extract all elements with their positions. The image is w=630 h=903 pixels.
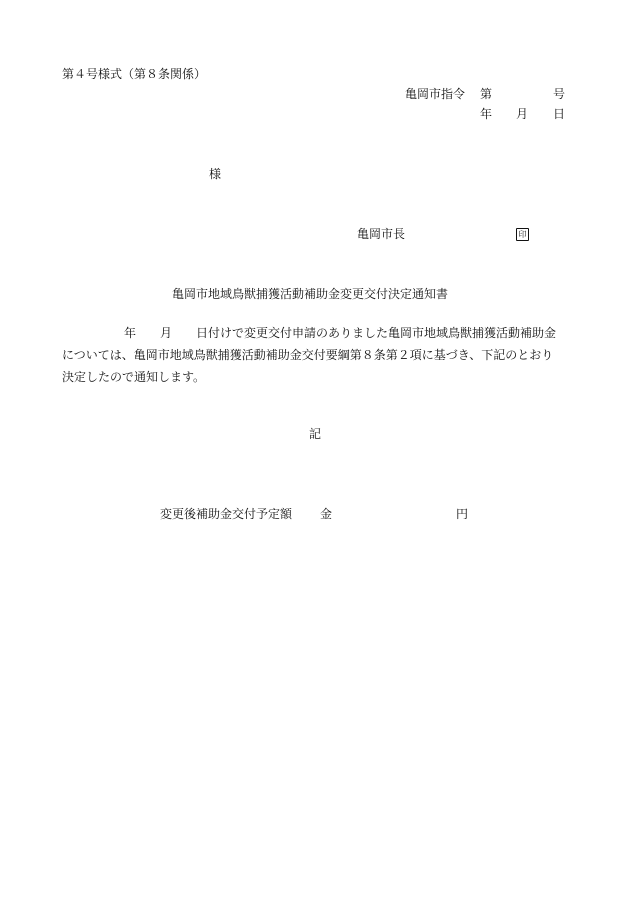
body-month: 月	[160, 326, 173, 340]
seal-icon: 印	[516, 228, 529, 241]
document-title: 亀岡市地域鳥獣捕獲活動補助金変更交付決定通知書	[172, 287, 449, 301]
body-line-3: 決定したので通知します。	[62, 370, 206, 384]
amount-kin: 金	[320, 507, 333, 521]
date-month: 月	[516, 107, 529, 121]
body-line-1	[62, 322, 572, 344]
issuer-ref-prefix: 亀岡市指令	[405, 87, 466, 101]
date-year: 年	[480, 107, 493, 121]
body-line-2: については、亀岡市地域鳥獣捕獲活動補助金交付要綱第８条第２項に基づき、下記のとおり	[62, 348, 554, 362]
recipient-sama: 様	[209, 167, 222, 181]
body-year: 年	[124, 326, 137, 340]
body-text	[62, 322, 572, 388]
form-number: 第４号様式（第８条関係）	[62, 67, 207, 81]
sender-name: 亀岡市長	[357, 227, 406, 241]
ref-dai: 第	[480, 87, 493, 101]
ki-heading: 記	[309, 427, 322, 441]
sender-seal	[516, 226, 529, 242]
amount-label: 変更後補助金交付予定額	[160, 507, 293, 521]
amount-en: 円	[456, 507, 469, 521]
date-day: 日	[553, 107, 566, 121]
body-line-1-rest: 日付けで変更交付申請のありました亀岡市地域鳥獣捕獲活動補助金	[196, 326, 557, 340]
ref-go: 号	[553, 87, 566, 101]
